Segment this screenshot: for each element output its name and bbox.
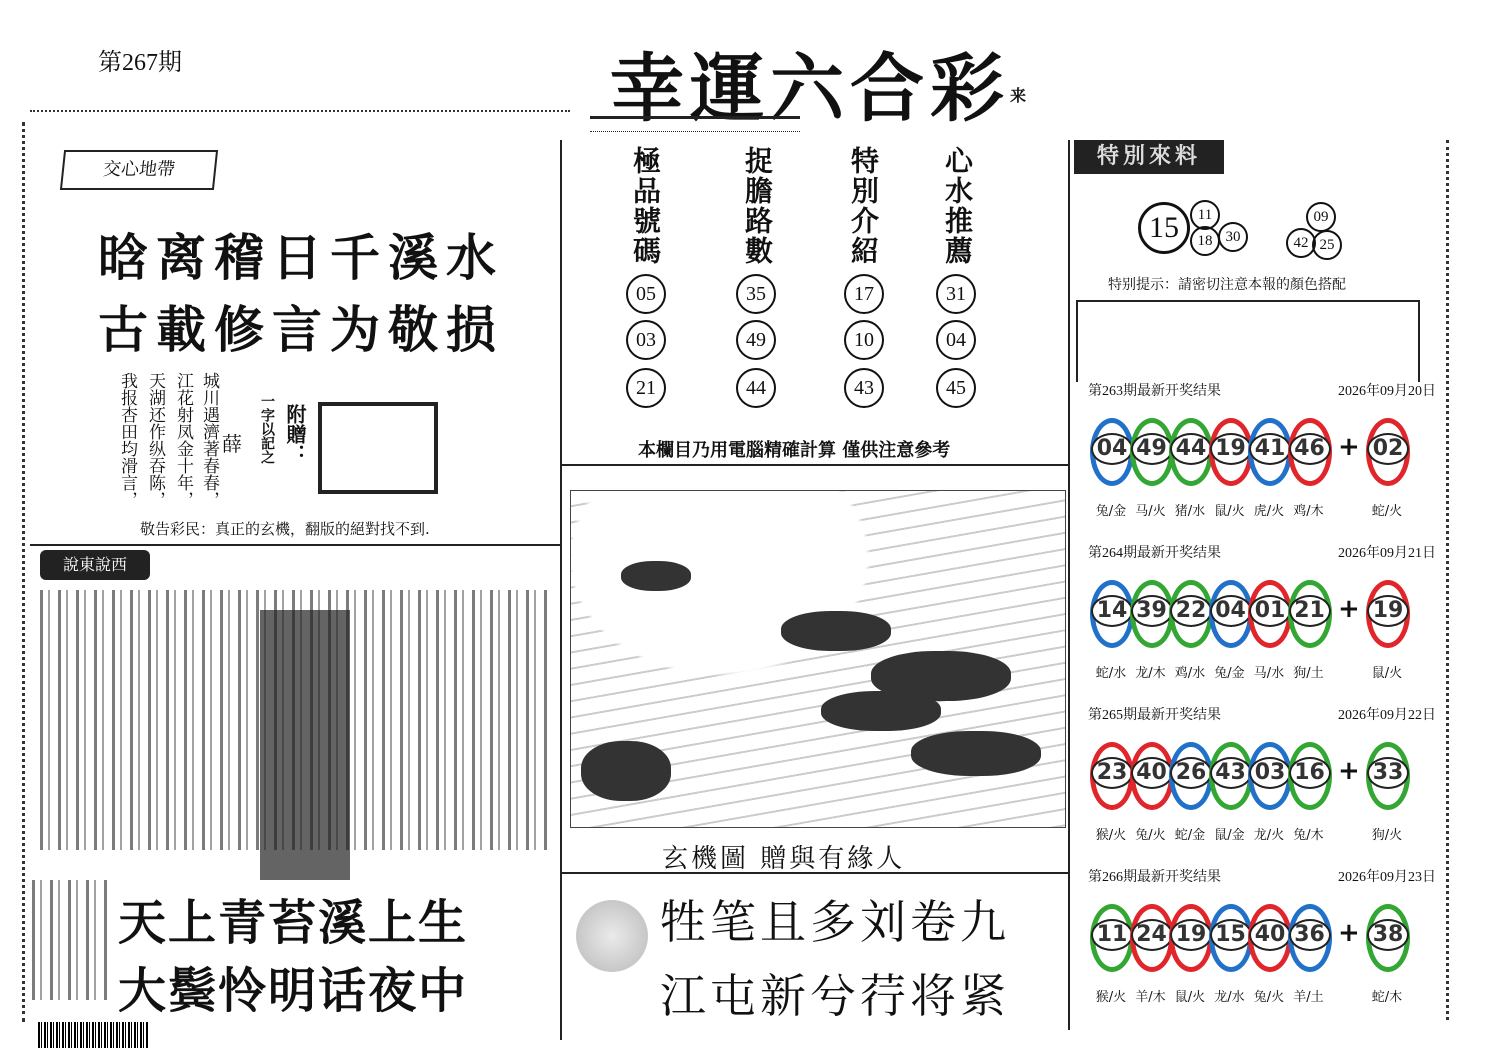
special-ball [1366,742,1410,810]
zodiac-label: 龙/木 [1135,666,1166,681]
page-title-text: 幸運六合彩 [610,46,1010,132]
zodiac-label: 狗/火 [1371,828,1403,843]
ball-number: 04 [1091,433,1133,465]
zodiac-label: 兔/火 [1135,828,1166,843]
zodiac-label: 羊/土 [1293,990,1324,1005]
special-big-ball: 15 [1138,202,1190,254]
ball-number: 49 [1131,433,1173,465]
lottery-ball [1130,742,1174,810]
number-circle: 17 [844,274,884,314]
zodiac-label: 猪/水 [1174,504,1206,519]
special-ball [1366,580,1410,648]
section-tag-heart: 交心地帶 [60,150,218,190]
lottery-ball [1169,418,1213,486]
gift-label: 附贈： [283,404,307,464]
results-frame [1076,300,1420,382]
verse-col-3: 天湖还作纵吞陈， [145,372,165,508]
lottery-ball [1169,904,1213,972]
tree-shape [821,691,941,731]
ball-number: 16 [1289,757,1331,789]
special-tip: 特别提示：請密切注意本報的顏色搭配 [1108,277,1346,293]
ball-number: 38 [1367,919,1409,951]
ball-number: 19 [1367,595,1409,627]
special-small-ball: 18 [1190,226,1220,256]
lottery-ball [1288,742,1332,810]
special-header: 特別來料 [1074,140,1224,174]
special-small-ball: 11 [1190,200,1220,230]
special-small-ball: 42 [1286,228,1316,258]
zodiac-label: 鼠/金 [1214,828,1245,843]
right-vine-border [1436,140,1449,1020]
ball-number: 02 [1367,433,1409,465]
title-suffix: 来 [1010,86,1027,105]
riddle-label: 一字以記之 [259,394,275,464]
ball-number: 40 [1131,757,1173,789]
number-circle: 03 [626,320,666,360]
lottery-ball [1169,742,1213,810]
zodiac-label: 鼠/火 [1214,504,1245,519]
lottery-ball [1090,742,1134,810]
lottery-ball [1248,742,1292,810]
number-circle: 10 [844,320,884,360]
divider-left [560,140,562,1040]
column-header-2: 捉膽路數 [741,146,774,266]
poem-line-1: 晗离稽日千溪水 [98,228,504,287]
zodiac-label: 鼠/火 [1371,666,1403,681]
ball-number: 01 [1249,595,1291,627]
column-header-1: 極品號碼 [629,146,662,266]
ball-number: 19 [1210,433,1252,465]
scanned-noise-corner [32,880,112,1000]
ball-number: 44 [1170,433,1212,465]
zodiac-label: 虎/火 [1253,504,1285,519]
ball-number: 43 [1210,757,1252,789]
zodiac-label: 龙/水 [1214,990,1245,1005]
lottery-ball [1248,904,1292,972]
ball-number: 26 [1170,757,1212,789]
lottery-ball [1130,904,1174,972]
lottery-ball [1090,904,1134,972]
plus-sign: + [1338,432,1360,462]
riddle-answer: 薛 [222,432,242,456]
special-small-ball: 09 [1306,202,1336,232]
zodiac-label: 猴/火 [1095,828,1127,843]
zodiac-label: 兔/木 [1293,828,1324,843]
number-circle: 04 [936,320,976,360]
bottom-poem-line-1: 牲笔且多刘卷九 [660,895,1010,949]
special-small-ball: 30 [1218,222,1248,252]
zodiac-label: 马/火 [1135,504,1166,519]
zodiac-label: 马/水 [1253,666,1285,681]
result-label: 第266期最新开奖结果 [1088,870,1221,885]
ball-number: 36 [1289,919,1331,951]
number-circle: 05 [626,274,666,314]
ball-number: 21 [1289,595,1331,627]
title-ornament [590,116,800,132]
number-circle: 21 [626,368,666,408]
talk-poem-line-2: 大鬓怜明话夜中 [118,963,469,1019]
number-circle: 43 [844,368,884,408]
lottery-ball [1209,904,1253,972]
zodiac-label: 蛇/火 [1371,504,1403,519]
tree-shape [781,611,891,651]
top-vine-border [30,110,570,118]
ball-number: 15 [1210,919,1252,951]
ball-number: 46 [1289,433,1331,465]
verse-col-2: 江花射凤金十年， [173,372,193,508]
result-label: 第265期最新开奖结果 [1088,708,1221,723]
landscape-illustration [570,490,1066,828]
verse-col-4: 我报杏田均滑言， [117,372,137,508]
ball-number: 41 [1249,433,1291,465]
zodiac-label: 兔/金 [1214,666,1245,681]
lottery-ball [1248,418,1292,486]
special-small-ball: 25 [1312,230,1342,260]
section-tag-talk: 說東說西 [40,550,150,580]
lottery-ball [1130,418,1174,486]
lottery-ball [1090,580,1134,648]
result-date: 2026年09月20日 [1338,384,1436,399]
plus-sign: + [1338,594,1360,624]
number-circle: 45 [936,368,976,408]
result-date: 2026年09月21日 [1338,546,1436,561]
ball-number: 19 [1170,919,1212,951]
zodiac-label: 鸡/木 [1293,504,1324,519]
ball-number: 11 [1091,919,1133,951]
yin-yang-icon [576,900,648,972]
column-header-3: 特別介紹 [847,146,880,266]
ball-number: 39 [1131,595,1173,627]
divider-center-top [560,464,1068,466]
zodiac-label: 龙/火 [1253,828,1285,843]
calc-note: 本欄目乃用電腦精確計算 僅供注意參考 [638,440,951,461]
special-ball [1366,904,1410,972]
zodiac-label: 狗/土 [1293,666,1324,681]
plus-sign: + [1338,756,1360,786]
result-label: 第264期最新开奖结果 [1088,546,1221,561]
zodiac-label: 兔/火 [1253,990,1285,1005]
zodiac-label: 鸡/水 [1174,666,1206,681]
landscape-caption: 玄機圖 贈與有緣人 [662,844,906,874]
tree-shape [581,741,671,801]
lottery-ball [1288,418,1332,486]
issue-number: 第267期 [98,50,182,76]
result-date: 2026年09月23日 [1338,870,1436,885]
ball-number: 04 [1210,595,1252,627]
talk-poem-line-1: 天上青苔溪上生 [118,895,469,951]
zodiac-label: 兔/金 [1095,504,1127,519]
gift-box [318,402,438,494]
tree-shape [911,731,1041,776]
poem-line-2: 古載修言为敬损 [98,300,504,359]
zodiac-label: 蛇/水 [1095,666,1127,681]
zodiac-label: 鼠/火 [1174,990,1206,1005]
plus-sign: + [1338,918,1360,948]
lottery-ball [1090,418,1134,486]
ball-number: 40 [1249,919,1291,951]
zodiac-label: 蛇/木 [1371,990,1403,1005]
number-circle: 49 [736,320,776,360]
divider-left-mid [30,544,560,546]
number-circle: 44 [736,368,776,408]
ball-number: 03 [1249,757,1291,789]
bottom-poem-line-2: 江屯新兮荇将紧 [660,969,1010,1023]
number-circle: 35 [736,274,776,314]
result-date: 2026年09月22日 [1338,708,1436,723]
lottery-ball [1209,742,1253,810]
lottery-ball [1288,580,1332,648]
lottery-ball [1288,904,1332,972]
zodiac-label: 蛇/金 [1174,828,1206,843]
ball-number: 22 [1170,595,1212,627]
special-ball [1366,418,1410,486]
lottery-ball [1130,580,1174,648]
zodiac-label: 羊/木 [1135,990,1166,1005]
tree-shape [621,561,691,591]
zodiac-label: 猴/火 [1095,990,1127,1005]
number-circle: 31 [936,274,976,314]
ball-number: 33 [1367,757,1409,789]
verse-col-1: 城川遇濟著春春， [199,372,219,508]
ball-number: 24 [1131,919,1173,951]
ink-smudge [260,610,350,880]
column-header-4: 心水推薦 [941,146,974,266]
divider-right [1068,140,1070,1030]
lottery-ball [1209,580,1253,648]
result-label: 第263期最新开奖结果 [1088,384,1221,399]
lottery-ball [1169,580,1213,648]
warning-text: 敬告彩民：真正的玄機，翻版的絕對找不到. [140,520,430,538]
lottery-ball [1248,580,1292,648]
lottery-ball [1209,418,1253,486]
ball-number: 23 [1091,757,1133,789]
ball-number: 14 [1091,595,1133,627]
barcode [38,1022,148,1048]
